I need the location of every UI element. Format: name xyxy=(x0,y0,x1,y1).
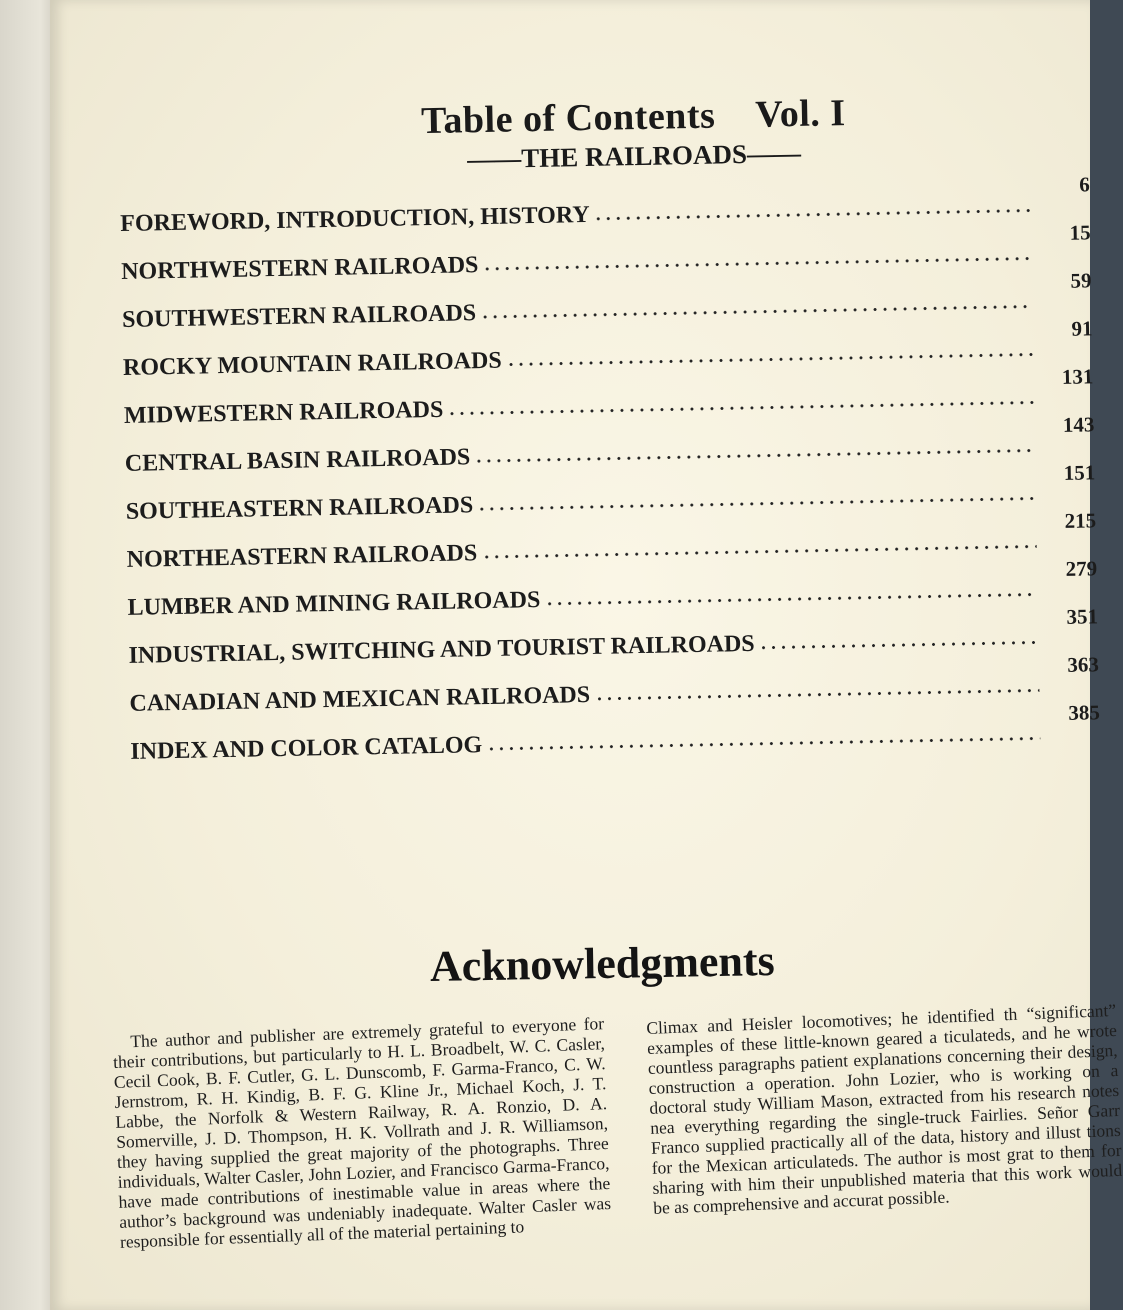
toc-entry-label: CANADIAN AND MEXICAN RAILROADS xyxy=(129,682,591,717)
toc-entry-page: 143 xyxy=(1062,412,1095,437)
table-of-contents xyxy=(118,86,1101,765)
toc-volume: Vol. I xyxy=(754,92,846,136)
acknowledgments-heading: Acknowledgments xyxy=(429,935,776,992)
toc-entry-label: INDUSTRIAL, SWITCHING AND TOURIST RAILROADS xyxy=(128,630,755,669)
toc-entry-label: NORTHWESTERN RAILROADS xyxy=(120,252,479,285)
toc-subtitle: ——THE RAILROADS—— xyxy=(466,137,802,175)
leader-dots xyxy=(759,639,1039,650)
toc-list xyxy=(120,171,1101,766)
toc-entry-label: INDEX AND COLOR CATALOG xyxy=(130,732,483,765)
leader-dots xyxy=(594,687,1039,702)
book-page xyxy=(50,0,1123,1310)
toc-entry-page: 151 xyxy=(1063,460,1096,485)
toc-title: Table of Contents xyxy=(420,94,716,143)
acknowledgments-left-column: The author and publisher are extremely grateful to everyone for their contributions, but particularly to H. L. Broadbelt, W. C. Casler, Cecil Cook, B. F. Cutler, G. L. Dunscomb, F. Garma-Franco, C. W. Jernstrom, R. H. Kindig, B. F. G. Kline Jr., Michael Koch, J. T. Labbe, the Norfolk & Western Railway, R. A. Ronzio, D. A. Somerville, J. D. Thompson, H. K. Vollrath and J. R. Williamson, they having supplied the great majority of the photographs. Three individuals, Walter Casler, John Lozier, and Francisco Garma-Franco, have made contributions of inestimable value in areas where the author’s background was undeniably inadequate. Walter Casler was responsible for essentially all of the material pertaining to xyxy=(112,1013,612,1252)
toc-entry-page: 59 xyxy=(1070,268,1092,293)
toc-entry-label: CENTRAL BASIN RAILROADS xyxy=(124,444,471,477)
leader-dots xyxy=(544,591,1037,606)
toc-entry-label: ROCKY MOUNTAIN RAILROADS xyxy=(122,347,502,381)
toc-entry-label: FOREWORD, INTRODUCTION, HISTORY xyxy=(120,201,590,237)
toc-entry-label: SOUTHEASTERN RAILROADS xyxy=(125,492,474,525)
toc-entry-page: 385 xyxy=(1068,700,1101,725)
toc-entry-page: 15 xyxy=(1069,220,1091,245)
toc-entry-page: 363 xyxy=(1067,652,1100,677)
toc-entry-page: 351 xyxy=(1066,604,1099,629)
toc-entry-page: 91 xyxy=(1071,316,1093,341)
toc-entry-label: NORTHEASTERN RAILROADS xyxy=(126,540,478,573)
toc-entry-page: 279 xyxy=(1065,556,1098,581)
toc-entry-label: SOUTHWESTERN RAILROADS xyxy=(121,300,477,333)
toc-entry-label: MIDWESTERN RAILROADS xyxy=(123,396,444,429)
leader-dots xyxy=(594,208,1031,222)
toc-entry-label: LUMBER AND MINING RAILROADS xyxy=(127,586,541,621)
acknowledgments-right-column: Climax and Heisler locomotives; he identified th “significant” examples of these little-known geared a ticulateds, and he wrote countless paragraphs patient explanations concerning their design, construction a operation. John Lozier, who is working on a doctoral study William Mason, extracted from his research notes nea everything regarding the single-truck Fairlies. Señor Garr Franco supplied practically all of the data, history and illust tions for the Mexican articulateds. The author is most grat to them for sharing with him their unpublished materia that this work would be as comprehensive and accurat possible. xyxy=(646,999,1123,1218)
toc-entry-page: 6 xyxy=(1078,172,1090,197)
toc-entry-page: 131 xyxy=(1061,364,1094,389)
leader-dots xyxy=(486,735,1040,752)
toc-entry-page: 215 xyxy=(1064,508,1097,533)
